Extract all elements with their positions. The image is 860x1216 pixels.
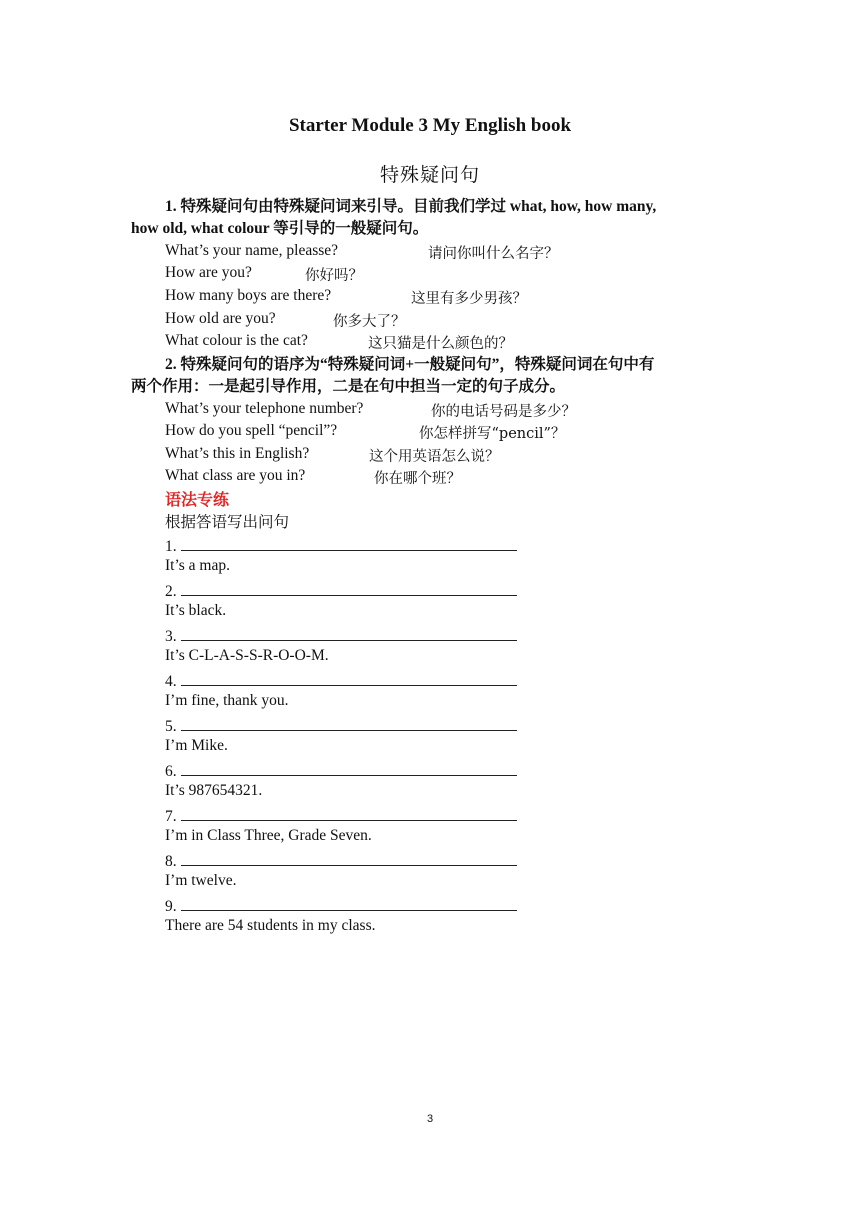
question-number: 2. [165,583,177,600]
answer-blank[interactable] [181,895,517,911]
point-1-line-2: how old, what colour 等引导的一般疑问句。 [131,220,429,237]
answer-text-6: It’s 987654321. [165,782,263,799]
point-1 [131,196,731,240]
answer-blank[interactable] [181,850,517,866]
example-en: What class are you in? [165,467,306,484]
example-5 [165,332,513,352]
answer-blank[interactable] [181,580,517,596]
point-2 [131,354,731,398]
example-zh: 你好吗？ [305,268,363,284]
example-en: What’s your name, pleasse? [165,242,339,259]
example-en: What’s your telephone number? [165,400,364,417]
question-number: 9. [165,898,177,915]
example-zh: 这里有多少男孩？ [411,291,527,307]
question-number: 1. [165,538,177,555]
example-en: How do you spell “pencil”? [165,422,338,439]
question-line-1 [165,535,517,556]
question-number: 4. [165,673,177,690]
answer-blank[interactable] [181,625,517,641]
example-zh: 你的电话号码是多少？ [431,404,576,420]
question-line-5 [165,715,517,736]
example-4 [165,310,406,330]
question-number: 7. [165,808,177,825]
practice-heading: 语法专练 [165,490,230,509]
answer-blank[interactable] [181,805,517,821]
example-zh: 请问你叫什么名字？ [428,246,559,262]
example-en: How are you? [165,264,252,281]
answer-text-5: I’m Mike. [165,737,228,754]
answer-blank[interactable] [181,760,517,776]
question-line-7 [165,805,517,826]
question-number: 8. [165,853,177,870]
answer-text-8: I’m twelve. [165,872,237,889]
example-2 [165,264,363,284]
page-title: Starter Module 3 My English book [288,115,572,136]
example-en: What colour is the cat? [165,332,308,349]
answer-text-4: I’m fine, thank you. [165,692,289,709]
example-en: How old are you? [165,310,276,327]
answer-text-7: I’m in Class Three, Grade Seven. [165,827,372,844]
example-1 [165,242,559,262]
answer-text-2: It’s black. [165,602,227,619]
answer-blank[interactable] [181,670,517,686]
page-number: 3 [426,1113,434,1125]
answer-text-3: It’s C-L-A-S-S-R-O-O-M. [165,647,329,664]
question-line-9 [165,895,517,916]
question-line-2 [165,580,517,601]
question-number: 5. [165,718,177,735]
question-line-6 [165,760,517,781]
point-2-line-2: 两个作用：一是起引导作用，二是在句中担当一定的句子成分。 [131,378,566,395]
example-9 [165,467,461,487]
question-number: 6. [165,763,177,780]
example-3 [165,287,527,307]
example-zh: 这个用英语怎么说？ [369,449,500,465]
section-subtitle: 特殊疑问句 [379,164,480,186]
example-en: What’s this in English? [165,445,310,462]
answer-blank[interactable] [181,535,517,551]
point-2-line-1: 2. 特殊疑问句的语序为“特殊疑问词+一般疑问句”，特殊疑问词在句中有 [165,356,655,373]
example-zh: 你多大了？ [333,314,406,330]
example-8 [165,445,500,465]
point-1-line-1: 1. 特殊疑问句由特殊疑问词来引导。目前我们学过 what, how, how many, [165,198,657,215]
question-number: 3. [165,628,177,645]
example-6 [165,400,576,420]
answer-text-9: There are 54 students in my class. [165,917,376,934]
example-zh: 这只猫是什么颜色的？ [368,336,513,352]
question-line-3 [165,625,517,646]
example-zh: 你在哪个班？ [374,471,461,487]
example-zh: 你怎样拼写“pencil”？ [419,426,566,442]
example-en: How many boys are there? [165,287,332,304]
example-7 [165,422,566,442]
answer-blank[interactable] [181,715,517,731]
question-line-8 [165,850,517,871]
practice-instruction: 根据答语写出问句 [165,513,290,531]
answer-text-1: It’s a map. [165,557,230,574]
question-line-4 [165,670,517,691]
